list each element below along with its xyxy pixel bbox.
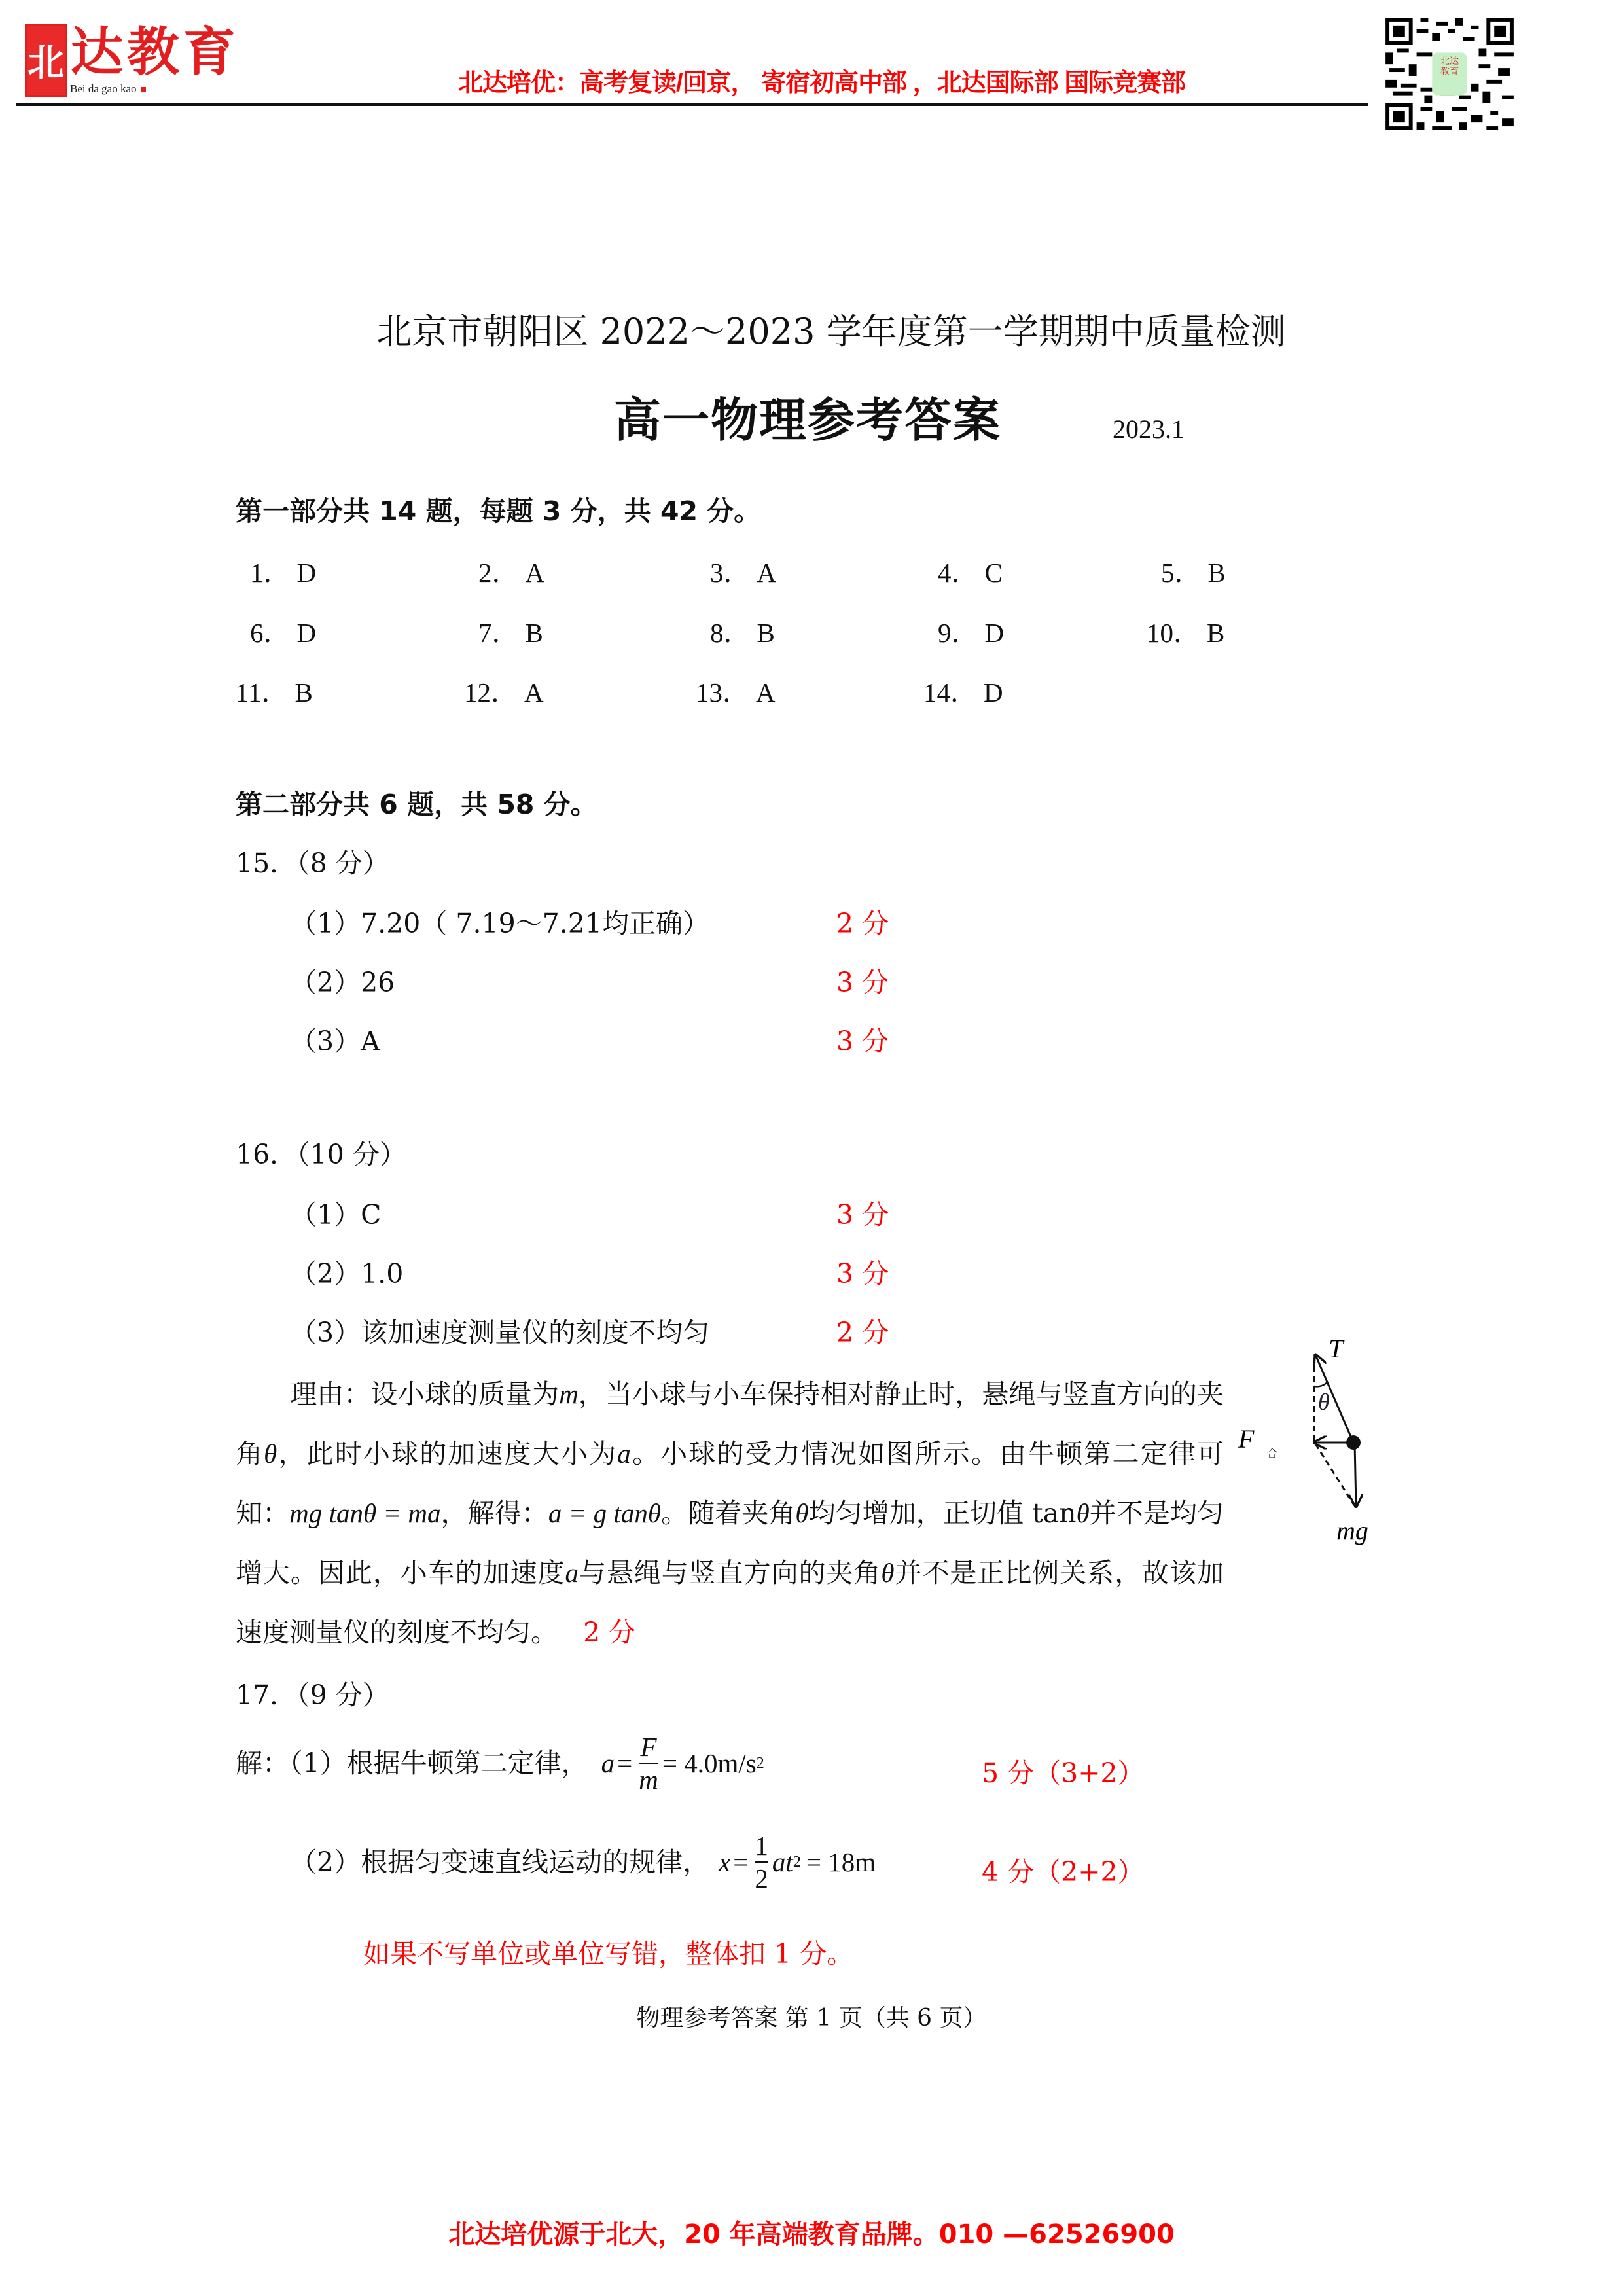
document-date: 2023.1 (1113, 414, 1185, 444)
q15-score-1: 2 分 (836, 908, 889, 939)
answer-item (250, 556, 316, 589)
q16-reason-score: 2 分 (583, 1617, 636, 1648)
answer-number: 5． (1161, 558, 1202, 588)
angle-label: θ (1318, 1389, 1330, 1415)
answer-number: 11． (236, 677, 289, 708)
answer-item (1161, 556, 1226, 589)
q16-score-3: 2 分 (836, 1317, 889, 1348)
document-subtitle: 高一物理参考答案 (614, 392, 1002, 448)
equation-1: mg tanθ = ma (289, 1498, 441, 1528)
qr-center-label: 北达 教育 (1440, 56, 1459, 77)
answer-number: 4． (938, 558, 978, 588)
logo-text: 达教育 (71, 21, 240, 82)
tension-label: T (1329, 1335, 1344, 1363)
q15-score-2: 3 分 (836, 967, 889, 998)
answer-item (710, 556, 776, 589)
q17-item-1: 解：（1）根据牛顿第二定律， a = $\frac{F}{m}$ = 4.0m/s 2 (236, 1732, 764, 1795)
answer-number: 7． (478, 618, 519, 648)
angle-arc (1314, 1382, 1328, 1386)
answer-choice: B (1207, 558, 1226, 588)
answer-item (250, 617, 316, 649)
page-footer: 物理参考答案 第 1 页（共 6 页） (636, 2005, 987, 2032)
gravity-label: mg (1336, 1516, 1368, 1545)
q16-reason: 理由：设小球的质量为m，当小球与小车保持相对静止时，悬绳与竖直方向的夹角θ，此时小球的加速度大小为a。小球的受力情况如图所示。由牛顿第二定律可知：mg tanθ = ma，解得：a = g tanθ。随着夹角θ均匀增加，正切值 tanθ并不是均匀增大。因此，小车的加速度a与悬绳与竖直方向的夹角θ并不是正比例关系，故该加速度测量仪的刻度不均匀。 2 分 (236, 1378, 1224, 1648)
answer-choice: A (525, 558, 545, 588)
diagonal-dashed-line (1315, 1444, 1353, 1504)
q16-item-2: （2）1.0 (290, 1258, 404, 1289)
answer-choice: D (296, 618, 317, 648)
header-divider (16, 103, 1368, 106)
answer-item (696, 676, 776, 709)
q15-item-2: （2）26 (290, 967, 395, 998)
q16-item-3: （3）该加速度测量仪的刻度不均匀 (290, 1317, 710, 1348)
answer-choice: B (757, 618, 775, 648)
answer-number: 12． (464, 677, 518, 708)
ball-icon (1346, 1435, 1361, 1450)
answer-number: 8． (710, 618, 751, 648)
fraction-one-half: $\frac{1}{2}$ (755, 1831, 768, 1893)
answer-choice: A (756, 677, 776, 708)
promo-footer: 北达培优源于北大，20 年高端教育品牌。010 —62526900 (448, 2219, 1175, 2250)
answer-item (1147, 617, 1224, 649)
answer-choice: D (984, 677, 1003, 708)
answer-number: 1． (250, 558, 291, 588)
answer-item (938, 617, 1004, 649)
answer-number: 14． (923, 677, 977, 708)
logo-dot-icon (141, 87, 146, 92)
q15-item-3: （3）A (290, 1026, 380, 1057)
answer-choice: B (525, 618, 543, 648)
answer-item (236, 676, 313, 709)
q17-unit-note: 如果不写单位或单位写错，整体扣 1 分。 (363, 1938, 854, 1969)
fraction-f-over-m: $\frac{F}{m}$ (639, 1732, 658, 1795)
force-diagram (1237, 1335, 1453, 1558)
q17-item-2: （2）根据匀变速直线运动的规律， x = $\frac{1}{2}$ at 2 = 18m (290, 1831, 876, 1893)
q17-score-1: 5 分（3+2） (982, 1757, 1145, 1789)
answer-number: 2． (478, 558, 519, 588)
answer-choice: A (524, 677, 544, 708)
answer-item (923, 676, 1003, 709)
part1-heading: 第一部分共 14 题，每题 3 分，共 42 分。 (236, 495, 761, 527)
q16-item-1: （1）C (290, 1199, 382, 1230)
q16-score-2: 3 分 (836, 1258, 889, 1289)
logo-subtitle: Bei da gao kao (70, 82, 146, 96)
logo-mark: 北 (25, 24, 67, 97)
answer-item (478, 617, 543, 649)
q17-score-2: 4 分（2+2） (982, 1856, 1145, 1888)
net-force-subscript: 合 (1267, 1447, 1278, 1460)
answer-choice: B (1207, 618, 1225, 648)
document-title: 北京市朝阳区 2022～2023 学年度第一学期期中质量检测 (376, 311, 1286, 352)
answer-number: 6． (250, 618, 291, 648)
q15-score-3: 3 分 (836, 1026, 889, 1057)
answer-choice: B (294, 677, 313, 708)
gravity-arrow (1355, 1443, 1356, 1507)
answer-choice: A (757, 558, 777, 588)
answer-item (478, 556, 544, 589)
q16-score-1: 3 分 (836, 1199, 889, 1230)
part2-heading: 第二部分共 6 题，共 58 分。 (236, 789, 597, 820)
header-slogan: 北达培优：高考复读/回京， 寄宿初高中部 ，北达国际部 国际竞赛部 (458, 69, 1186, 97)
answer-item (710, 617, 775, 649)
answer-choice: D (296, 558, 317, 588)
q15-title: 15．（8 分） (236, 848, 389, 879)
equation-2: a = g tanθ (548, 1498, 661, 1528)
net-force-label: F (1238, 1424, 1255, 1454)
answer-number: 3． (710, 558, 751, 588)
answer-number: 9． (938, 618, 978, 648)
answer-number: 10． (1147, 618, 1200, 648)
answer-choice: C (984, 558, 1003, 588)
answer-item (464, 676, 544, 709)
q15-item-1: （1）7.20（ 7.19～7.21均正确） (290, 908, 709, 939)
q17-title: 17．（9 分） (236, 1679, 389, 1711)
answer-item (938, 556, 1003, 589)
q16-title: 16．（10 分） (236, 1139, 406, 1170)
answer-number: 13． (696, 677, 749, 708)
answer-choice: D (984, 618, 1005, 648)
